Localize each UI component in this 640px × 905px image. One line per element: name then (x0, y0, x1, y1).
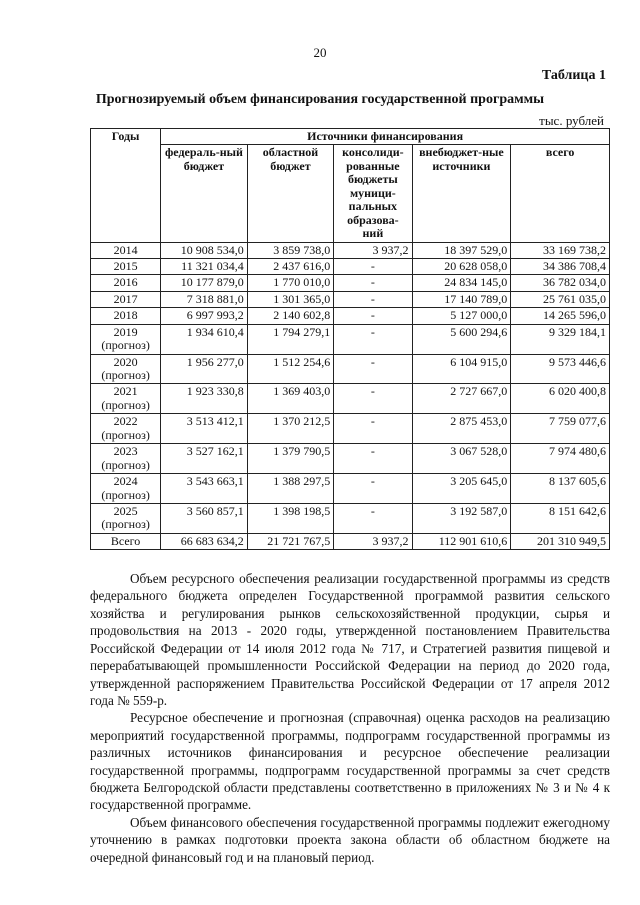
extrabudget-cell: 3 192 587,0 (412, 503, 511, 533)
regional-cell: 1 770 010,0 (247, 275, 334, 291)
year-cell: 2016 (91, 275, 161, 291)
table-row (91, 354, 610, 384)
municipal-cell: - (334, 503, 412, 533)
extrabudget-cell: 5 600 294,6 (412, 324, 511, 354)
federal-cell: 1 956 277,0 (161, 354, 248, 384)
table-row (91, 384, 610, 414)
regional-cell: 1 301 365,0 (247, 291, 334, 307)
total-cell: 33 169 738,2 (511, 242, 610, 258)
paragraph: Объем ресурсного обеспечения реализации государственной программы из средств федерального бюджета определен Государственной программой развития сельского хозяйства и регулирования рынков сельскохозяйственной продукции, сырья и продовольствия на 2013 - 2020 годы, утвержденной постановлением Правительства Российской Федерации от 14 июля 2012 года № 717, и Стратегией развития пищевой и перерабатывающей промышленности Российской Федерации на период до 2020 года, утвержденной распоряжением Правительства Российской Федерации от 17 апреля 2012 года № 559-р. (90, 571, 610, 708)
header-municipal: консолиди-рованные бюджеты муници-пальных образова-ний (334, 145, 412, 242)
total-row-total-cell: 201 310 949,5 (511, 533, 610, 549)
total-row-obl-cell: 21 721 767,5 (247, 533, 334, 549)
body-text (90, 570, 610, 866)
units-label: тыс. рублей (539, 113, 604, 128)
municipal-cell: - (334, 324, 412, 354)
total-cell: 34 386 708,4 (511, 258, 610, 274)
federal-cell: 11 321 034,4 (161, 258, 248, 274)
federal-cell: 1 923 330,8 (161, 384, 248, 414)
total-cell: 25 761 035,0 (511, 291, 610, 307)
table-title: Прогнозируемый объем финансирования государственной программы (95, 92, 545, 107)
extrabudget-cell: 3 067 528,0 (412, 444, 511, 474)
municipal-cell: - (334, 384, 412, 414)
total-cell: 9 329 184,1 (511, 324, 610, 354)
extrabudget-cell: 18 397 529,0 (412, 242, 511, 258)
table-row (91, 275, 610, 291)
page-number: 20 (313, 45, 327, 60)
municipal-cell: - (334, 444, 412, 474)
extrabudget-cell: 2 875 453,0 (412, 414, 511, 444)
extrabudget-cell: 5 127 000,0 (412, 308, 511, 324)
regional-cell: 1 379 790,5 (247, 444, 334, 474)
year-cell: 2015 (91, 258, 161, 274)
total-cell: 14 265 596,0 (511, 308, 610, 324)
regional-cell: 3 859 738,0 (247, 242, 334, 258)
total-cell: 9 573 446,6 (511, 354, 610, 384)
regional-cell: 1 369 403,0 (247, 384, 334, 414)
total-row (91, 533, 610, 549)
regional-cell: 1 794 279,1 (247, 324, 334, 354)
paragraph: Объем финансового обеспечения государственной программы подлежит ежегодному уточнению в рамках подготовки проекта закона области об областном бюджете на очередной финансовый год и на плановый период. (90, 814, 610, 865)
extrabudget-cell: 6 104 915,0 (412, 354, 511, 384)
table-row (91, 414, 610, 444)
municipal-cell: 3 937,2 (334, 242, 412, 258)
total-row-mun-cell: 3 937,2 (334, 533, 412, 549)
header-extrabudget: внебюджет-ные источники (412, 145, 511, 242)
header-regional: областной бюджет (247, 145, 334, 242)
municipal-cell: - (334, 308, 412, 324)
table-row (91, 242, 610, 258)
total-cell: 36 782 034,0 (511, 275, 610, 291)
federal-cell: 3 513 412,1 (161, 414, 248, 444)
header-years: Годы (91, 129, 161, 243)
municipal-cell: - (334, 414, 412, 444)
regional-cell: 2 140 602,8 (247, 308, 334, 324)
federal-cell: 10 177 879,0 (161, 275, 248, 291)
federal-cell: 3 543 663,1 (161, 474, 248, 504)
extrabudget-cell: 3 205 645,0 (412, 474, 511, 504)
federal-cell: 3 560 857,1 (161, 503, 248, 533)
year-cell: 2025 (прогноз) (91, 503, 161, 533)
total-cell: 8 137 605,6 (511, 474, 610, 504)
total-cell: 8 151 642,6 (511, 503, 610, 533)
table-row (91, 308, 610, 324)
year-cell: 2023 (прогноз) (91, 444, 161, 474)
financing-table (90, 128, 610, 550)
header-sources: Источники финансирования (161, 129, 610, 145)
total-cell: 6 020 400,8 (511, 384, 610, 414)
regional-cell: 1 370 212,5 (247, 414, 334, 444)
header-total: всего (511, 145, 610, 242)
extrabudget-cell: 17 140 789,0 (412, 291, 511, 307)
table-label: Таблица 1 (541, 68, 606, 83)
table-row (91, 324, 610, 354)
extrabudget-cell: 20 628 058,0 (412, 258, 511, 274)
regional-cell: 1 388 297,5 (247, 474, 334, 504)
total-cell: 7 974 480,6 (511, 444, 610, 474)
municipal-cell: - (334, 275, 412, 291)
total-row-fed-cell: 66 683 634,2 (161, 533, 248, 549)
regional-cell: 1 512 254,6 (247, 354, 334, 384)
year-cell: 2022 (прогноз) (91, 414, 161, 444)
table-row (91, 474, 610, 504)
year-cell: 2017 (91, 291, 161, 307)
federal-cell: 10 908 534,0 (161, 242, 248, 258)
year-cell: 2024 (прогноз) (91, 474, 161, 504)
federal-cell: 3 527 162,1 (161, 444, 248, 474)
year-cell: 2018 (91, 308, 161, 324)
federal-cell: 7 318 881,0 (161, 291, 248, 307)
year-cell: 2019 (прогноз) (91, 324, 161, 354)
table-row (91, 258, 610, 274)
table-row (91, 444, 610, 474)
total-row-vne-cell: 112 901 610,6 (412, 533, 511, 549)
municipal-cell: - (334, 291, 412, 307)
municipal-cell: - (334, 474, 412, 504)
municipal-cell: - (334, 354, 412, 384)
year-cell: 2021 (прогноз) (91, 384, 161, 414)
year-cell: 2014 (91, 242, 161, 258)
extrabudget-cell: 24 834 145,0 (412, 275, 511, 291)
regional-cell: 2 437 616,0 (247, 258, 334, 274)
extrabudget-cell: 2 727 667,0 (412, 384, 511, 414)
header-federal: федераль-ный бюджет (161, 145, 248, 242)
municipal-cell: - (334, 258, 412, 274)
year-cell: 2020 (прогноз) (91, 354, 161, 384)
table-row (91, 291, 610, 307)
total-cell: 7 759 077,6 (511, 414, 610, 444)
paragraph: Ресурсное обеспечение и прогнозная (справочная) оценка расходов на реализацию мероприятий государственной программы, подпрограмм государственной программы из различных источников финансирования и ресурсное обеспечение реализации государственной программы, подпрограмм государственной программы за счет средств бюджета Белгородской области представлены соответственно в приложениях № 3 и № 4 к государственной программе. (90, 710, 610, 813)
regional-cell: 1 398 198,5 (247, 503, 334, 533)
table-row (91, 503, 610, 533)
federal-cell: 6 997 993,2 (161, 308, 248, 324)
year-cell: Всего (91, 533, 161, 549)
federal-cell: 1 934 610,4 (161, 324, 248, 354)
